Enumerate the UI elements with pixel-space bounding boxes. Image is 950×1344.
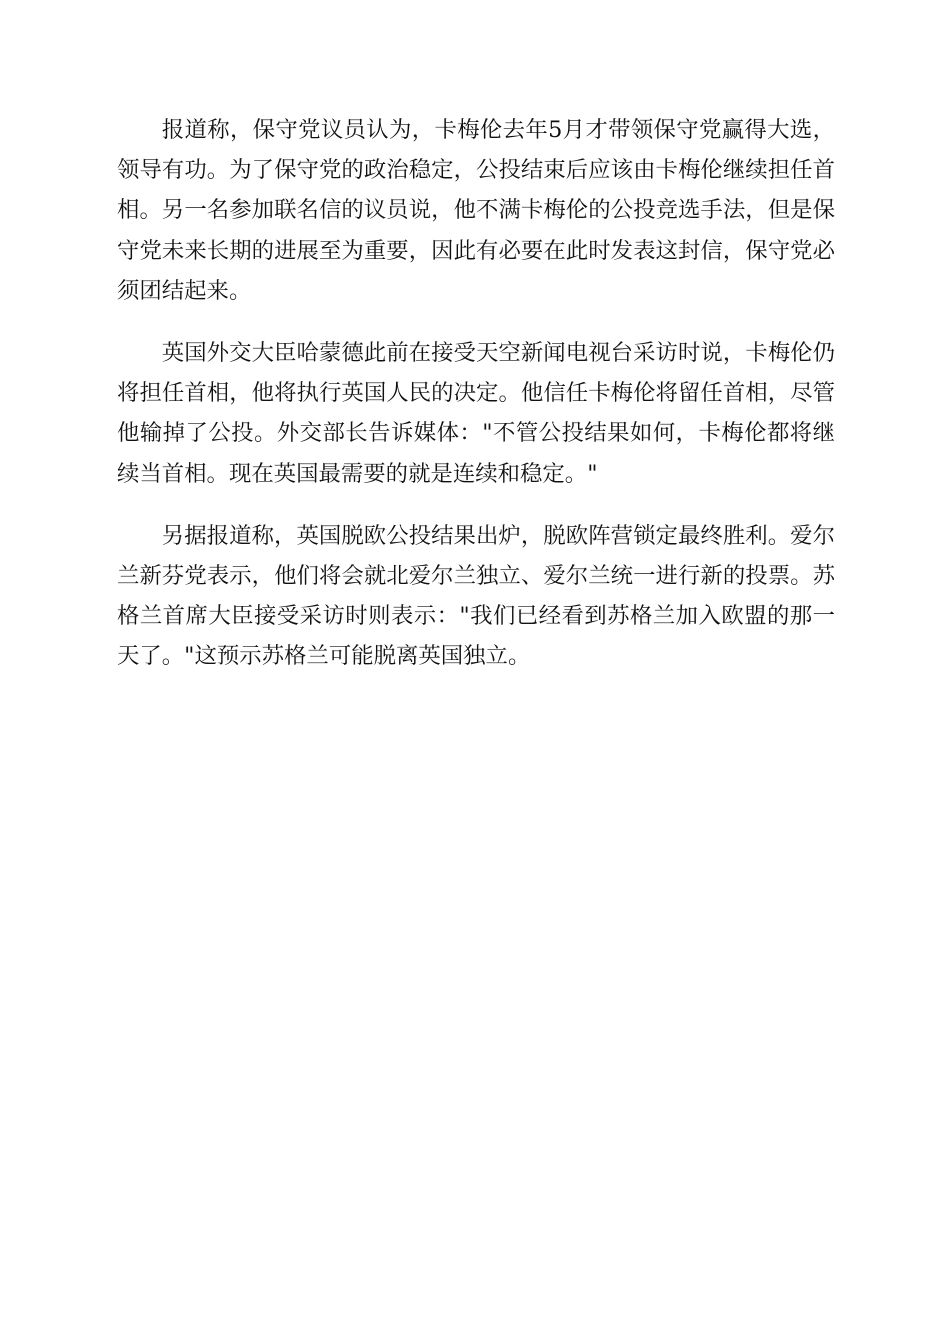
paragraph-3: 另据报道称，英国脱欧公投结果出炉，脱欧阵营锁定最终胜利。爱尔兰新芬党表示，他们将会就北爱尔兰独立、爱尔兰统一进行新的投票。苏格兰首席大臣接受采访时则表示："我们已经看到苏格兰加入欧盟的那一天了。"这预示苏格兰可能脱离英国独立。 — [117, 522, 835, 670]
paragraph-1: 报道称，保守党议员认为，卡梅伦去年5月才带领保守党赢得大选，领导有功。为了保守党的政治稳定，公投结束后应该由卡梅伦继续担任首相。另一名参加联名信的议员说，他不满卡梅伦的公投竞选手法，但是保守党未来长期的进展至为重要，因此有必要在此时发表这封信，保守党必须团结起来。 — [117, 117, 835, 304]
paragraph-2: 英国外交大臣哈蒙德此前在接受天空新闻电视台采访时说，卡梅伦仍将担任首相，他将执行英国人民的决定。他信任卡梅伦将留任首相，尽管他输掉了公投。外交部长告诉媒体："不管公投结果如何，卡梅伦都将继续当首相。现在英国最需要的就是连续和稳定。" — [117, 340, 835, 487]
article-body — [117, 110, 835, 699]
